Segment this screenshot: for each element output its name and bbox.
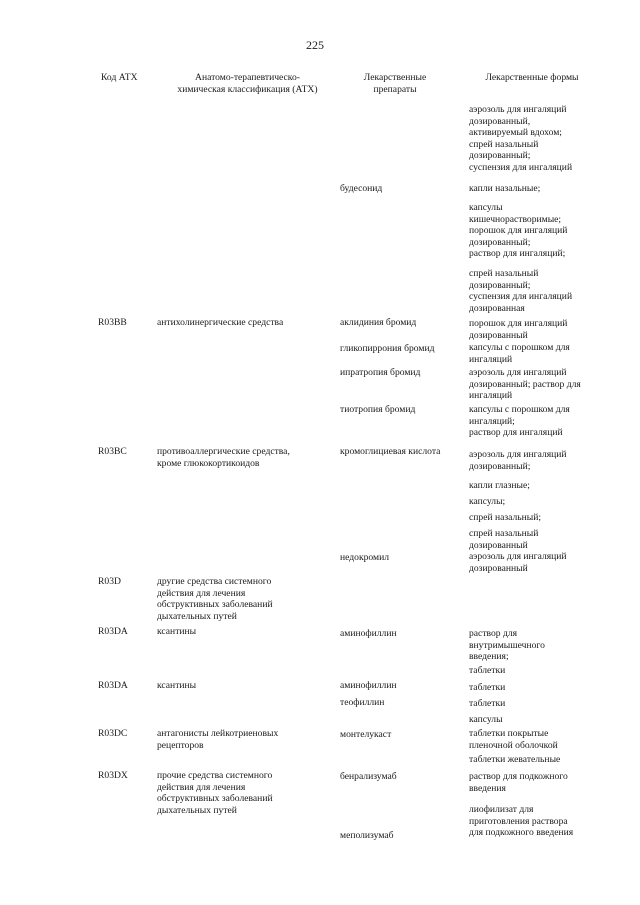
form-cell: капсулы; xyxy=(469,496,506,507)
form-cell: аэрозоль для ингаляций дозированный xyxy=(469,551,567,574)
drug-cell: аминофиллин xyxy=(340,680,397,691)
atx-code: R03BC xyxy=(98,446,127,457)
form-cell: капсулы с порошком для ингаляций xyxy=(469,342,570,365)
form-cell: спрей назальный дозированный; суспензия для ингаляций дозированная xyxy=(469,268,573,314)
atx-code: R03BB xyxy=(98,317,127,328)
atx-class: противоаллергические средства, кроме глюкокортикоидов xyxy=(157,446,290,469)
atx-class: ксантины xyxy=(157,626,197,637)
drug-cell: бенрализумаб xyxy=(340,771,397,782)
form-cell: таблетки xyxy=(469,665,506,676)
form-cell: спрей назальный дозированный xyxy=(469,528,539,551)
drug-cell: недокромил xyxy=(340,552,390,563)
form-cell: лиофилизат для приготовления раствора для подкожного введения xyxy=(469,804,574,839)
drug-cell: аминофиллин xyxy=(340,628,397,639)
atx-class: прочие средства системного действия для лечения обструктивных заболеваний дыхательных путей xyxy=(157,770,273,816)
atx-code: R03DX xyxy=(98,770,128,781)
form-cell: капли глазные; xyxy=(469,480,530,491)
drug-cell: гликопиррония бромид xyxy=(340,343,435,354)
atx-code: R03D xyxy=(98,576,121,587)
atx-code: R03DC xyxy=(98,728,128,739)
form-cell: раствор для внутримышечного введения; xyxy=(469,628,545,663)
drug-cell: ипратропия бромид xyxy=(340,367,421,378)
header-code: Код АТХ xyxy=(101,72,138,83)
atx-class: антихолинергические средства xyxy=(157,317,284,328)
atx-code: R03DA xyxy=(98,626,128,637)
atx-class: ксантины xyxy=(157,680,197,691)
form-cell: таблетки xyxy=(469,682,506,693)
drug-cell: монтелукаст xyxy=(340,729,392,740)
atx-class: антагонисты лейкотриеновых рецепторов xyxy=(157,728,279,751)
drug-cell: теофиллин xyxy=(340,697,385,708)
drug-cell: кромоглициевая кислота xyxy=(340,446,441,457)
page-number: 225 xyxy=(306,38,324,52)
form-cell: капли назальные; xyxy=(469,183,541,194)
header-forms: Лекарственные формы xyxy=(485,72,579,83)
atx-code: R03DA xyxy=(98,680,128,691)
form-cell: таблетки жевательные xyxy=(469,754,561,765)
header-classification: Анатомо-терапевтическо- химическая классификация (АТХ) xyxy=(177,72,318,95)
form-cell: порошок для ингаляций дозированный xyxy=(469,318,568,341)
form-cell: аэрозоль для ингаляций дозированный; раствор для ингаляций xyxy=(469,367,581,402)
drug-cell: меполизумаб xyxy=(340,830,394,841)
header-drugs: Лекарственные препараты xyxy=(363,72,427,95)
drug-cell: будесонид xyxy=(340,183,383,194)
form-cell: таблетки покрытые пленочной оболочкой xyxy=(469,728,558,751)
form-cell: аэрозоль для ингаляций дозированный, активируемый вдохом; спрей назальный дозированный; суспензия для ингаляций xyxy=(469,104,573,173)
form-cell: капсулы с порошком для ингаляций; раствор для ингаляций xyxy=(469,404,570,439)
form-cell: капсулы xyxy=(469,714,503,725)
form-cell: раствор для подкожного введения xyxy=(469,771,568,794)
drug-cell: тиотропия бромид xyxy=(340,404,416,415)
form-cell: таблетки xyxy=(469,698,506,709)
drug-cell: аклидиния бромид xyxy=(340,317,417,328)
form-cell: аэрозоль для ингаляций дозированный; xyxy=(469,449,567,472)
form-cell: капсулы кишечнорастворимые; порошок для ингаляций дозированный; раствор для ингаляций; xyxy=(469,202,568,260)
form-cell: спрей назальный; xyxy=(469,512,542,523)
atx-class: другие средства системного действия для лечения обструктивных заболеваний дыхательных путей xyxy=(157,576,273,622)
